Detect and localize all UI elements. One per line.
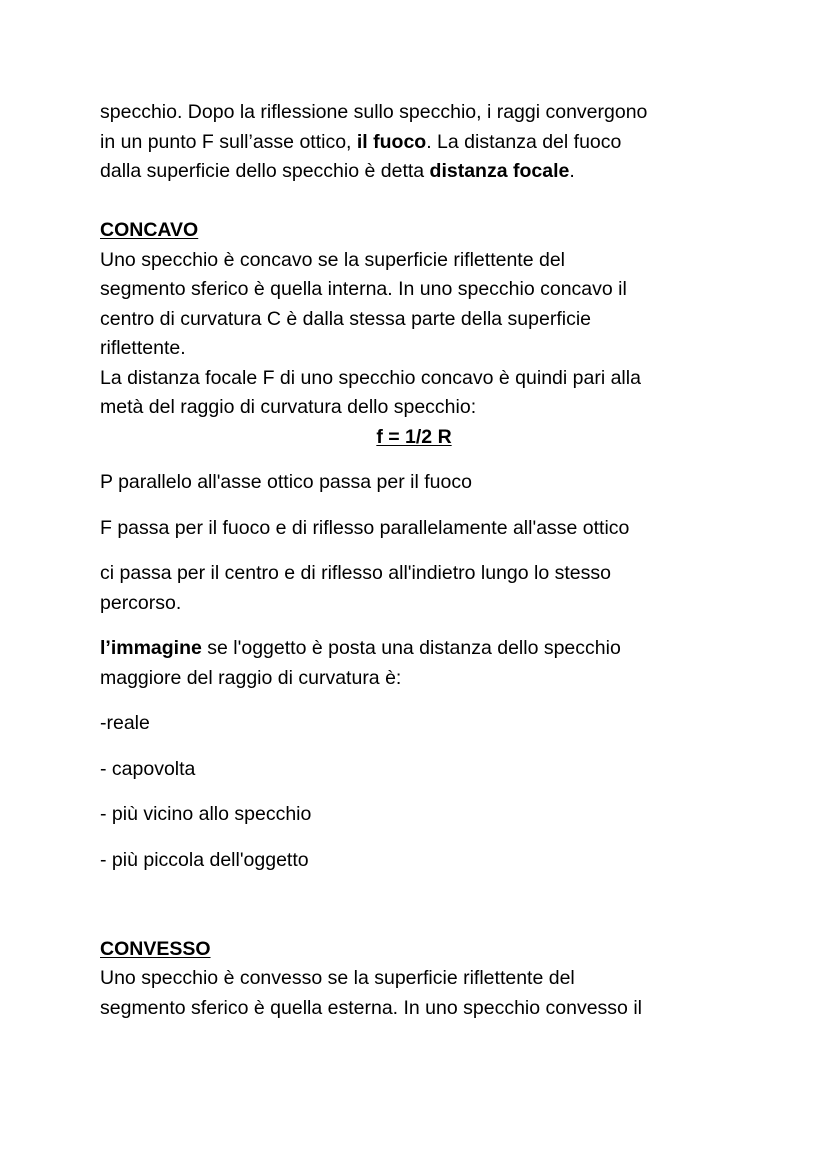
- convesso-heading: CONVESSO: [100, 937, 211, 960]
- convesso-definition-line-1: Uno specchio è convesso se la superficie riflettente del: [100, 967, 575, 989]
- ray-center-line-2: percorso.: [100, 591, 182, 614]
- concavo-definition-line-5: La distanza focale F di uno specchio concavo è quindi pari alla: [100, 366, 641, 389]
- image-line-2: maggiore del raggio di curvatura è:: [100, 666, 402, 689]
- image-line-1: [100, 634, 740, 664]
- blank-line: [100, 187, 740, 217]
- image-line-1-text: se l'oggetto è posta una distanza dello specchio: [201, 637, 621, 659]
- property-vicino: - più vicino allo specchio: [100, 803, 312, 825]
- focal-formula: f = 1/2 R: [376, 425, 452, 448]
- intro-line-2-text-b: . La distanza del fuoco: [426, 130, 622, 153]
- convesso-definition-line-2: segmento sferico è quella esterna. In uno specchio convesso il: [100, 996, 642, 1019]
- ray-center-line-1: ci passa per il centro e di riflesso all'indietro lungo lo stesso: [100, 562, 611, 584]
- property-capovolta: - capovolta: [100, 757, 196, 780]
- document-page: [100, 98, 740, 1023]
- intro-line-3-text-b: .: [569, 160, 575, 182]
- intro-line-2: [100, 128, 740, 158]
- intro-line-2-text-a: in un punto F sull’asse ottico,: [100, 130, 357, 153]
- concavo-definition-line-3: centro di curvatura C è dalla stessa parte della superficie: [100, 307, 592, 330]
- intro-line-3-text-a: dalla superficie dello specchio è detta: [100, 160, 430, 182]
- ray-focus: F passa per il fuoco e di riflesso parallelamente all'asse ottico: [100, 516, 630, 539]
- blank-line: [100, 875, 740, 905]
- immagine-term: l’immagine: [100, 637, 202, 659]
- concavo-definition-line-2: segmento sferico è quella interna. In uno specchio concavo il: [100, 278, 627, 300]
- fuoco-term: il fuoco: [356, 130, 427, 153]
- intro-line-1: specchio. Dopo la riflessione sullo specchio, i raggi convergono: [100, 101, 648, 123]
- concavo-definition-line-4: riflettente.: [100, 337, 186, 359]
- ray-parallel: P parallelo all'asse ottico passa per il fuoco: [100, 471, 472, 493]
- intro-line-3: [100, 157, 740, 187]
- distanza-focale-term: distanza focale: [429, 160, 570, 182]
- concavo-heading: CONCAVO: [100, 219, 199, 241]
- concavo-definition-line-1: Uno specchio è concavo se la superficie riflettente del: [100, 248, 566, 271]
- property-reale: -reale: [100, 712, 150, 734]
- property-piccola: - più piccola dell'oggetto: [100, 848, 309, 871]
- blank-line: [100, 905, 740, 935]
- concavo-definition-line-6: metà del raggio di curvatura dello specchio:: [100, 396, 477, 418]
